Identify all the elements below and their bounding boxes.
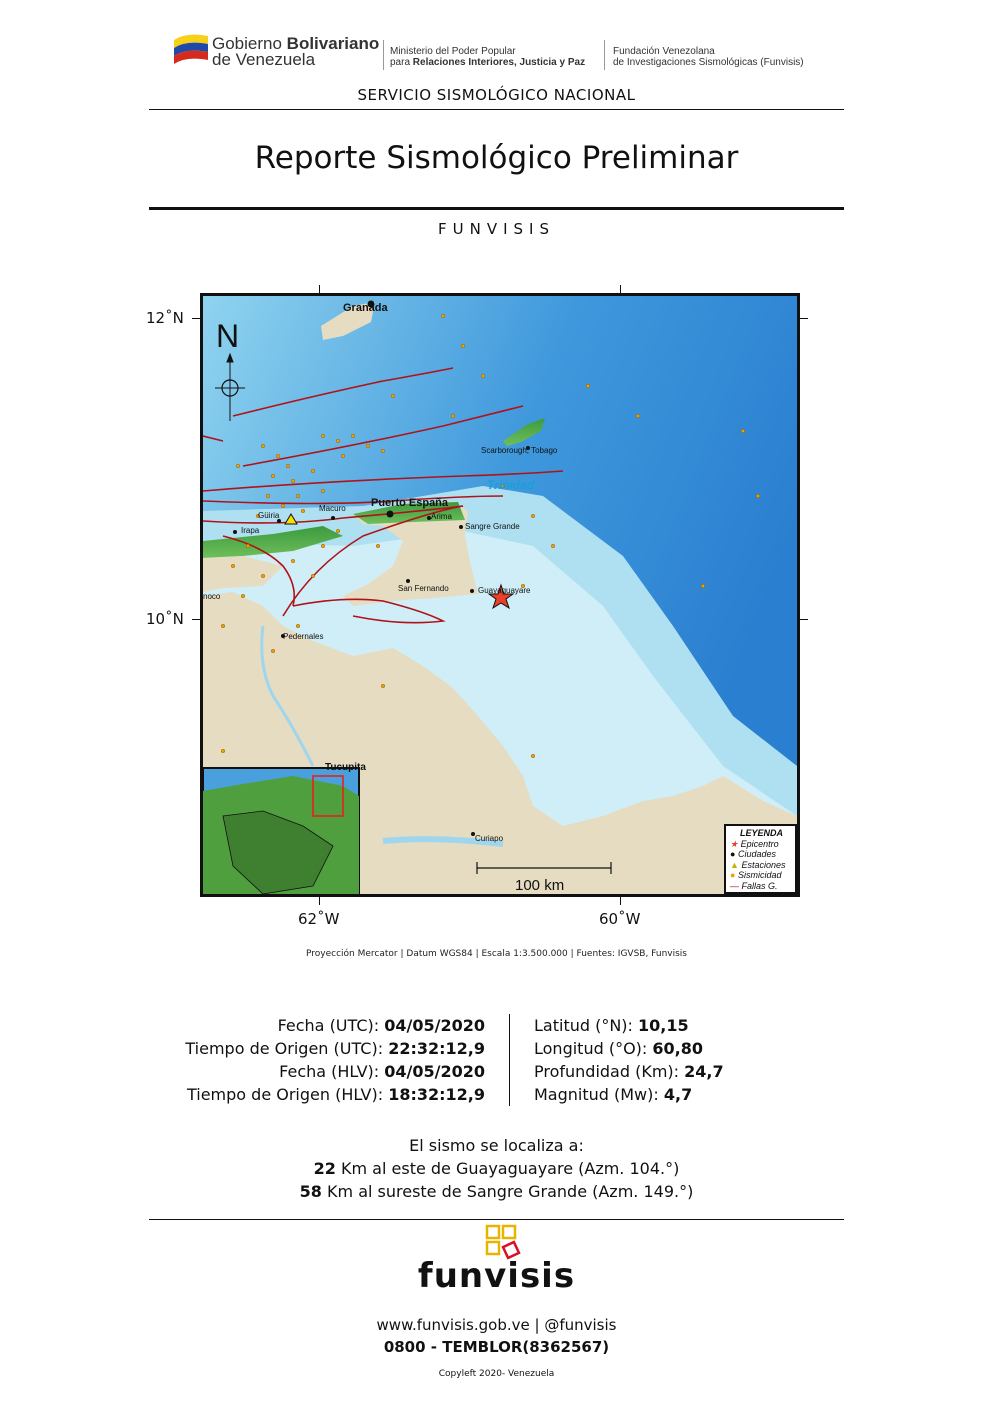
- info-divider: [509, 1014, 510, 1106]
- place-san-fernando: San Fernando: [398, 584, 449, 593]
- header-divider: [383, 40, 384, 70]
- legend-station-icon: ▲: [730, 859, 739, 870]
- inset-map: [203, 768, 359, 894]
- gob-line1-b: Bolivariano: [286, 34, 380, 53]
- lat-tick: [192, 318, 200, 319]
- place-curiapo: Curiapo: [475, 834, 504, 843]
- lon-tick: [319, 285, 320, 293]
- lat-label-10n: 10˚N: [146, 610, 184, 628]
- location-info: [534, 1014, 724, 1106]
- legend-item: Sismicidad: [737, 870, 782, 880]
- service-title: SERVICIO SISMOLÓGICO NACIONAL: [357, 86, 636, 104]
- place-granada: Granada: [343, 302, 388, 314]
- label: Fecha (HLV):: [279, 1062, 385, 1081]
- place-pedernales: Pedernales: [283, 632, 324, 641]
- page-title: Reporte Sismológico Preliminar: [254, 140, 739, 176]
- value-origen-utc: 22:32:12,9: [388, 1039, 485, 1058]
- legend-star-icon: ★: [730, 838, 739, 849]
- foundation-line2: de Investigaciones Sismológicas (Funvisis): [613, 57, 804, 68]
- epicenter-map: [200, 293, 800, 897]
- header-divider: [604, 40, 605, 70]
- gobierno-logo: [172, 26, 392, 72]
- loc-intro: El sismo se localiza a:: [409, 1136, 584, 1155]
- label: Latitud (°N):: [534, 1016, 639, 1035]
- value-origen-hlv: 18:32:12,9: [388, 1085, 485, 1104]
- funvisis-wordmark: funvisis: [417, 1256, 576, 1296]
- lat-tick: [800, 318, 808, 319]
- lon-tick: [620, 285, 621, 293]
- footer-web[interactable]: www.funvisis.gob.ve | @funvisis: [376, 1316, 617, 1334]
- label: Magnitud (Mw):: [534, 1085, 664, 1104]
- place-puerto-espana: Puerto España: [371, 497, 449, 509]
- label: Fecha (UTC):: [277, 1016, 385, 1035]
- lon-label-62w: 62˚W: [298, 910, 340, 928]
- loc-km: 58: [299, 1182, 322, 1201]
- label: Longitud (°O):: [534, 1039, 653, 1058]
- scale-label: 100 km: [515, 877, 565, 894]
- legend-fault-icon: —: [730, 880, 739, 891]
- legend-item: Estaciones: [741, 859, 786, 870]
- value-lat: 10,15: [638, 1016, 689, 1035]
- footer-phone: 0800 - TEMBLOR(8362567): [383, 1338, 610, 1356]
- foundation-line1: Fundación Venezolana: [613, 46, 715, 57]
- ministry-line1: Ministerio del Poder Popular: [390, 46, 516, 57]
- foundation-text: [613, 46, 804, 68]
- value-depth: 24,7: [684, 1062, 724, 1081]
- place-sangre-grande: Sangre Grande: [465, 522, 520, 531]
- copyleft: Copyleft 2020- Venezuela: [438, 1369, 555, 1379]
- gob-line2: de Venezuela: [212, 50, 316, 69]
- map-svg: [203, 296, 797, 894]
- place-arima: Arima: [431, 512, 452, 521]
- loc-text: Km al sureste de Sangre Grande (Azm. 149.°): [321, 1182, 694, 1201]
- north-label: N: [216, 318, 240, 354]
- lon-tick: [319, 897, 320, 905]
- legend-city-icon: ●: [730, 849, 736, 859]
- lat-label-12n: 12˚N: [146, 309, 184, 327]
- place-tucupita: Tucupita: [325, 762, 366, 773]
- epicenter-reference: [0, 1134, 993, 1203]
- gob-line1-a: Gobierno: [212, 34, 287, 53]
- ministry-line2-a: para: [390, 57, 413, 68]
- place-maturin: noco: [203, 592, 221, 601]
- loc-text: Km al este de Guayaguayare (Azm. 104.°): [335, 1159, 680, 1178]
- value-lon: 60,80: [652, 1039, 703, 1058]
- label: Profundidad (Km):: [534, 1062, 685, 1081]
- place-trinidad: Trinidad: [487, 478, 535, 492]
- footer-rule: [149, 1219, 844, 1220]
- place-tobago: Scarborough, Tobago: [481, 446, 558, 455]
- place-irapa: Irapa: [241, 526, 260, 535]
- ministry-text: [390, 46, 585, 68]
- value-mag: 4,7: [663, 1085, 693, 1104]
- lat-tick: [800, 619, 808, 620]
- place-guayaguayare: Guayaguayare: [478, 586, 531, 595]
- lon-label-60w: 60˚W: [599, 910, 641, 928]
- place-guiria: Güiria: [258, 511, 280, 520]
- legend-item: Fallas G.: [741, 880, 778, 891]
- place-macuro: Macuro: [319, 504, 346, 513]
- venezuela-flag-icon: [172, 30, 210, 64]
- header-rule: [149, 109, 844, 110]
- time-info: [100, 1014, 485, 1106]
- legend-title: LEYENDA: [739, 828, 783, 838]
- map-legend: [724, 824, 797, 894]
- org-label: FUNVISIS: [438, 220, 555, 238]
- legend-seismicity-icon: ●: [730, 870, 736, 880]
- lat-tick: [192, 619, 200, 620]
- legend-item: Epicentro: [740, 838, 779, 849]
- label: Tiempo de Origen (HLV):: [186, 1085, 389, 1104]
- value-fecha-utc: 04/05/2020: [384, 1016, 485, 1035]
- title-rule: [149, 207, 844, 210]
- value-fecha-hlv: 04/05/2020: [384, 1062, 485, 1081]
- map-caption: Proyección Mercator | Datum WGS84 | Escala 1:3.500.000 | Fuentes: IGVSB, Funvisis: [306, 949, 687, 959]
- legend-item: Ciudades: [737, 849, 776, 859]
- loc-km: 22: [313, 1159, 336, 1178]
- label: Tiempo de Origen (UTC):: [185, 1039, 389, 1058]
- ministry-line2-b: Relaciones Interiores, Justicia y Paz: [412, 57, 586, 68]
- lon-tick: [620, 897, 621, 905]
